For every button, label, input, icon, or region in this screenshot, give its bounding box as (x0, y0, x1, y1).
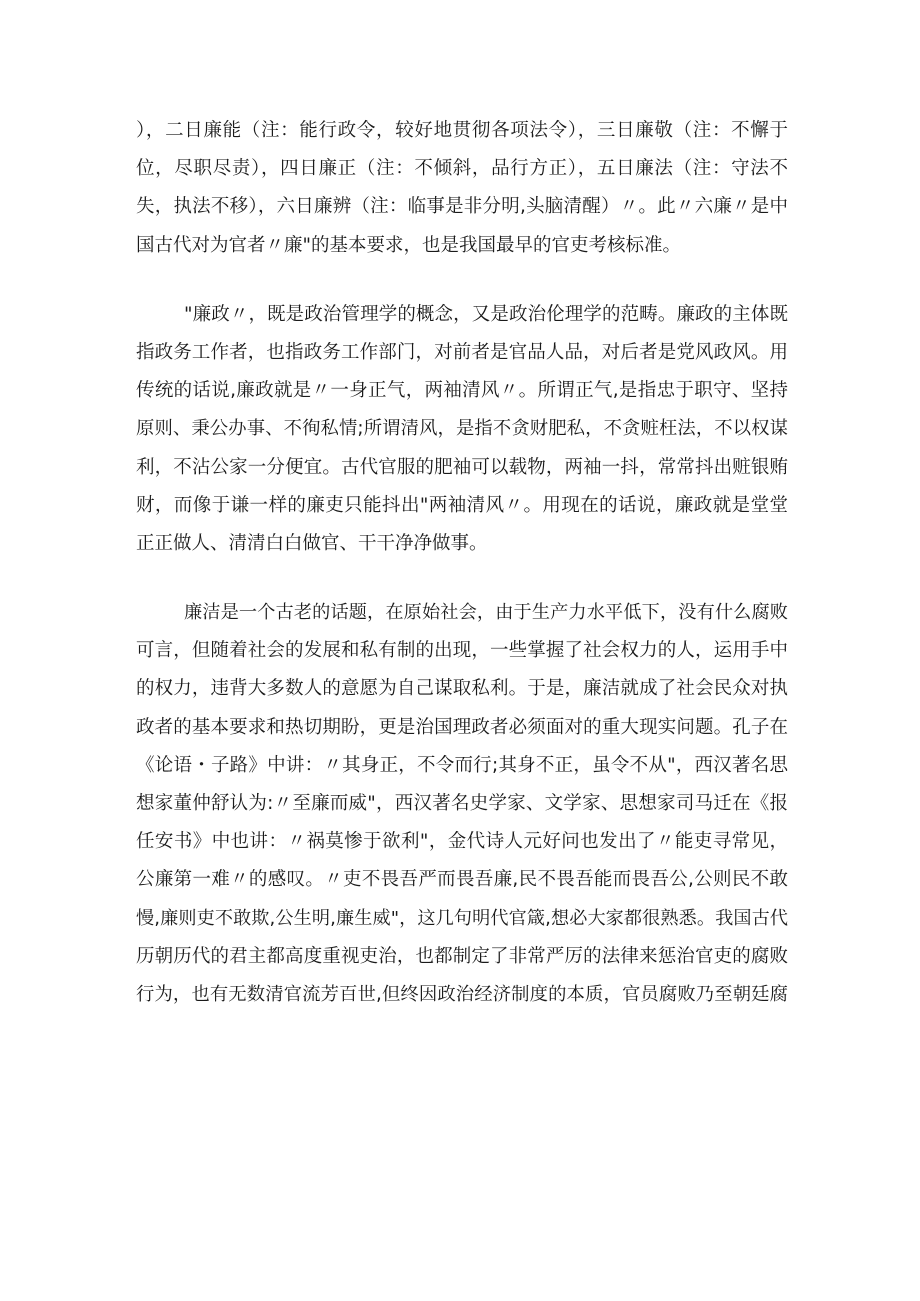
text-line: "廉政〃，既是政治管理学的概念，又是政治伦理学的范畴。廉政的主体既 (184, 303, 788, 325)
text-line: 想家董仲舒认为:〃至廉而威"，西汉著名史学家、文学家、思想家司马迁在《报 (136, 793, 788, 814)
text-line: 传统的话说,廉政就是〃一身正气，两袖清风〃。所谓正气,是指忠于职守、坚持 (136, 380, 788, 402)
text-line: 廉洁是一个古老的话题，在原始社会，由于生产力水平低下，没有什么腐败 (184, 602, 788, 624)
paragraph-six-lian (136, 112, 788, 265)
text-line: 《论语・子路》中讲：〃其身正，不令而行;其身不正，虽令不从"，西汉著名思 (136, 754, 788, 776)
text-line: 财，而像于谦一样的廉吏只能抖出"两袖清风〃。用现在的话说，廉政就是堂堂 (136, 494, 788, 516)
text-line: 公廉第一难〃的感叹。〃吏不畏吾严而畏吾廉,民不畏吾能而畏吾公,公则民不敢 (136, 869, 788, 891)
text-line: 正正做人、清清白白做官、干干净净做事。 (136, 532, 488, 554)
paragraph-lianjie (136, 594, 788, 1014)
text-line: 任安书》中也讲：〃祸莫惨于欲利"，金代诗人元好问也发出了〃能吏寻常见， (136, 831, 788, 853)
text-line: 失，执法不移），六日廉辨（注：临事是非分明,头脑清醒）〃。此〃六廉〃是中 (136, 196, 788, 218)
text-line: 指政务工作者，也指政务工作部门，对前者是官品人品，对后者是党风政风。用 (136, 341, 788, 363)
paragraph-gap (136, 563, 788, 594)
paragraph-gap (136, 265, 788, 296)
text-line: ），二日廉能（注：能行政令，较好地贯彻各项法令），三日廉敬（注：不懈于 (136, 120, 788, 141)
text-line: 的权力，违背大多数人的意愿为自己谋取私利。于是，廉洁就成了社会民众对执 (136, 678, 788, 700)
text-line: 可言，但随着社会的发展和私有制的出现，一些掌握了社会权力的人，运用手中 (136, 640, 788, 662)
text-line: 位，尽职尽责），四日廉正（注：不倾斜，品行方正），五日廉法（注：守法不 (136, 158, 788, 180)
paragraph-lianzheng (136, 296, 788, 563)
text-line: 利，不沾公家一分便宜。古代官服的肥袖可以载物，两袖一抖，常常抖出赃银贿 (136, 456, 788, 478)
text-line: 历朝历代的君主都高度重视吏治，也都制定了非常严厉的法律来惩治官吏的腐败 (136, 945, 788, 967)
text-line: 慢,廉则吏不敢欺,公生明,廉生威"，这几句明代官箴,想必大家都很熟悉。我国古代 (136, 907, 788, 929)
text-line: 政者的基本要求和热切期盼，更是治国理政者必须面对的重大现实问题。孔子在 (136, 716, 788, 738)
text-line: 行为，也有无数清官流芳百世,但终因政治经济制度的本质，官员腐败乃至朝廷腐 (136, 983, 788, 1005)
document-body (136, 112, 788, 1014)
text-line: 国古代对为官者〃廉"的基本要求，也是我国最早的官吏考核标准。 (136, 234, 682, 256)
text-line: 原则、秉公办事、不徇私情;所谓清风，是指不贪财肥私，不贪赃枉法，不以权谋 (136, 418, 788, 440)
